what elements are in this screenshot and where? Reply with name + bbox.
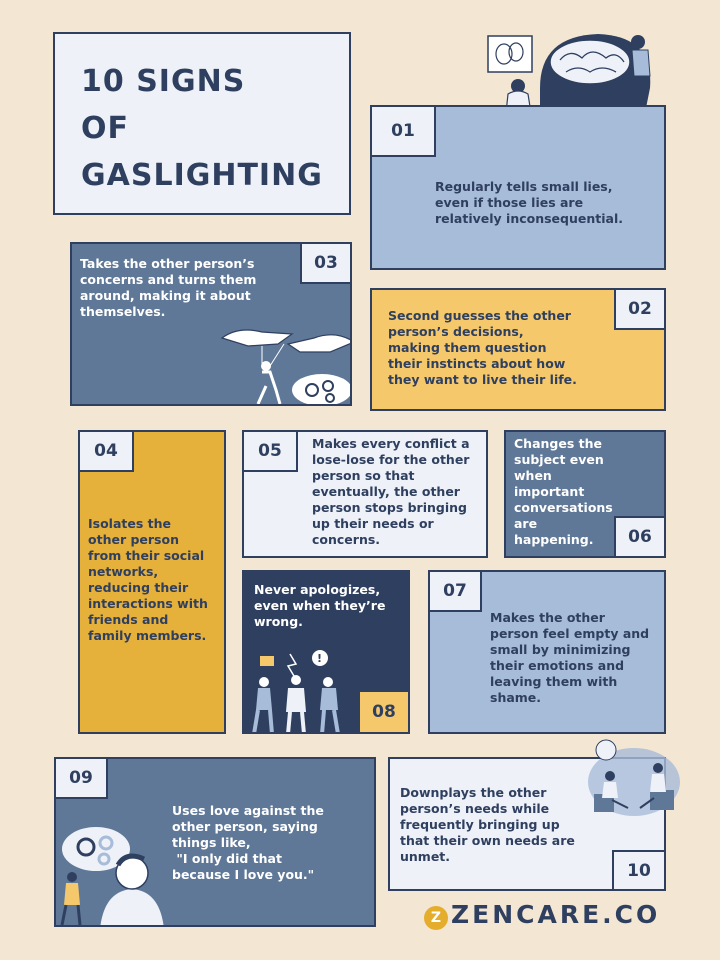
sign-04-line: Isolates the <box>88 516 171 531</box>
sign-06-line: subject even <box>514 452 604 467</box>
sign-07-text <box>490 610 649 706</box>
zencare-logo-text: ZENCARE.CO <box>451 900 661 929</box>
sign-09-number: 09 <box>54 757 108 799</box>
arguing-people-icon <box>244 648 360 734</box>
sign-08-text <box>254 582 385 630</box>
sign-05-number: 05 <box>242 430 298 472</box>
sign-05-line: concerns. <box>312 532 381 547</box>
sign-08-number: 08 <box>358 690 410 734</box>
sign-09-line: because I love you." <box>172 867 315 882</box>
sign-04-line: other person <box>88 532 179 547</box>
sign-04-card <box>78 430 226 734</box>
sign-10-line: frequently bringing up <box>400 817 560 832</box>
title-line-1: 10 SIGNS <box>81 64 246 99</box>
sign-05-line: Makes every conflict a <box>312 436 470 451</box>
sign-07-line: leaving them with <box>490 674 618 689</box>
sign-03-number: 03 <box>300 242 352 284</box>
title-line-2: OF <box>81 111 129 146</box>
sign-10-line: unmet. <box>400 849 451 864</box>
sign-02-line: making them question <box>388 340 547 355</box>
sign-06-line: are <box>514 516 538 531</box>
sign-01-line: Regularly tells small lies, <box>435 179 613 194</box>
sign-05-text <box>312 436 470 548</box>
sign-10-line: person’s needs while <box>400 801 550 816</box>
sign-07-line: their emotions and <box>490 658 625 673</box>
sign-03-line: around, making it about <box>80 288 251 303</box>
sign-05-line: person so that <box>312 468 415 483</box>
title-box <box>53 32 351 215</box>
sign-07-line: shame. <box>490 690 542 705</box>
sign-06-number: 06 <box>614 516 666 558</box>
sign-01-line: relatively inconsequential. <box>435 211 623 226</box>
sign-07-line: person feel empty and <box>490 626 650 641</box>
sign-06-line: Changes the <box>514 436 602 451</box>
sign-09-line: things like, <box>172 835 251 850</box>
couple-talking-icon <box>584 738 684 818</box>
sign-08-line: Never apologizes, <box>254 582 381 597</box>
sign-09-line: "I only did that <box>172 851 282 866</box>
sign-02-number: 02 <box>614 288 666 330</box>
sign-04-line: from their social <box>88 548 205 563</box>
title-line-3: GASLIGHTING <box>81 158 323 193</box>
sign-06-text <box>514 436 613 548</box>
sign-05-line: lose-lose for the other <box>312 452 470 467</box>
sign-10-line: that their own needs are <box>400 833 575 848</box>
sign-06-line: important <box>514 484 585 499</box>
sign-09-line: Uses love against the <box>172 803 324 818</box>
sign-09-line: other person, saying <box>172 819 318 834</box>
sign-10-number: 10 <box>612 850 666 891</box>
sign-04-line: networks, <box>88 564 159 579</box>
page-title <box>81 58 323 199</box>
sign-02-text <box>388 308 577 388</box>
sign-08-line: even when they’re <box>254 598 386 613</box>
sign-01-line: even if those lies are <box>435 195 584 210</box>
sign-04-line: interactions with <box>88 596 208 611</box>
sign-01-number: 01 <box>370 105 436 157</box>
sign-04-line: reducing their <box>88 580 189 595</box>
sign-06-line: when <box>514 468 552 483</box>
sign-04-number: 04 <box>78 430 134 472</box>
sign-03-line: themselves. <box>80 304 166 319</box>
sign-07-line: small by minimizing <box>490 642 631 657</box>
sign-03-line: Takes the other person’s <box>80 256 255 271</box>
sign-10-line: Downplays the other <box>400 785 547 800</box>
zencare-logo-mark: Z <box>424 906 448 930</box>
sign-04-text <box>88 516 208 644</box>
sign-08-line: wrong. <box>254 614 303 629</box>
sign-02-line: person’s decisions, <box>388 324 524 339</box>
sign-01-text <box>435 179 623 227</box>
sign-02-line: Second guesses the other <box>388 308 571 323</box>
sign-02-line: their instincts about how <box>388 356 566 371</box>
sign-03-text <box>80 256 256 320</box>
sign-04-line: friends and <box>88 612 169 627</box>
sign-06-line: conversations <box>514 500 613 515</box>
puppet-hands-icon <box>218 320 352 406</box>
sign-03-line: concerns and turns them <box>80 272 257 287</box>
svg-text:!: ! <box>317 652 323 665</box>
sign-09-text <box>172 803 324 883</box>
confused-person-gears-icon <box>56 821 168 927</box>
sign-05-line: up their needs or <box>312 516 434 531</box>
sign-02-line: they want to live their life. <box>388 372 577 387</box>
sign-07-line: Makes the other <box>490 610 605 625</box>
sign-05-line: eventually, the other <box>312 484 460 499</box>
sign-06-line: happening. <box>514 532 594 547</box>
sign-05-line: person stops bringing <box>312 500 467 515</box>
sign-04-line: family members. <box>88 628 207 643</box>
sign-10-text <box>400 785 575 865</box>
sign-07-number: 07 <box>428 570 482 612</box>
